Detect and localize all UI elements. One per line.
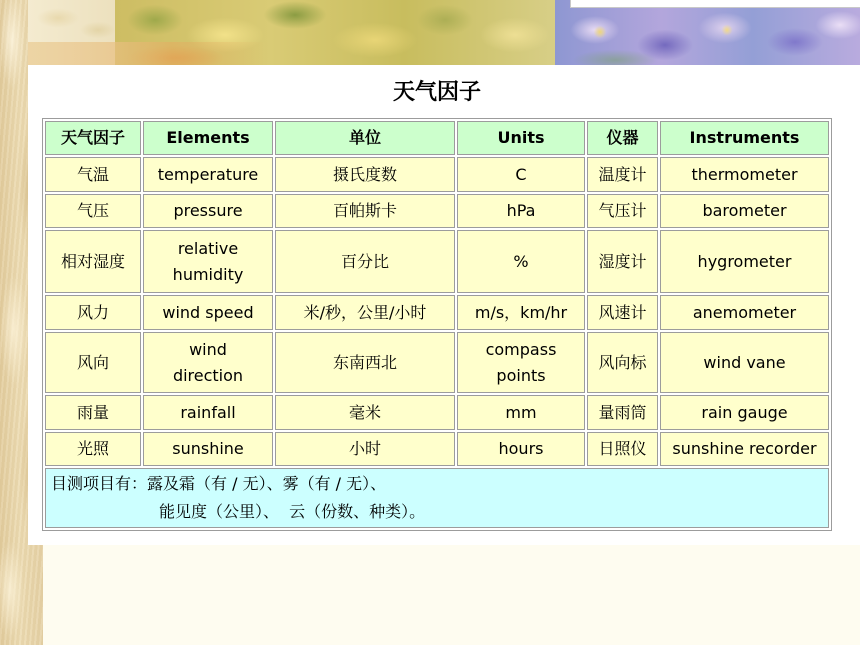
unit-cell: m/s，km/hr [457,295,585,330]
factor-cell: 气温 [45,157,141,192]
element-cell: rainfall [143,395,273,430]
header-instruments: Instruments [660,121,829,155]
table-row-pressure [45,194,829,228]
instrument-cn-cell: 气压计 [587,194,658,228]
banner-tan-band [28,42,268,65]
instrument-cn-cell: 温度计 [587,157,658,192]
unit-cell: % [457,230,585,293]
instrument-cell: barometer [660,194,829,228]
table-row-humidity [45,230,829,293]
instrument-cell: thermometer [660,157,829,192]
table-row-rainfall [45,395,829,430]
element-cell: temperature [143,157,273,192]
header-elements: Elements [143,121,273,155]
note-line-observations: 目测项目有：露及霜（有 / 无）、雾（有 / 无）、 [51,474,387,493]
factor-cell: 风力 [45,295,141,330]
table-row-wind-direction [45,332,829,393]
table-header-row [45,121,829,155]
note-cell [45,468,829,528]
header-units: Units [457,121,585,155]
instrument-cn-cell: 日照仪 [587,432,658,466]
instrument-cn-cell: 风速计 [587,295,658,330]
unit-cn-cell: 百分比 [275,230,455,293]
unit-cn-cell: 小时 [275,432,455,466]
factor-cell: 风向 [45,332,141,393]
element-cell [143,332,273,393]
instrument-cell: rain gauge [660,395,829,430]
note-line-visibility-clouds: 能见度（公里）、 云（份数、种类）。 [159,502,426,521]
factor-cell: 光照 [45,432,141,466]
unit-cn-cell: 米/秒，公里/小时 [275,295,455,330]
unit-cn-cell: 百帕斯卡 [275,194,455,228]
element-cell: sunshine [143,432,273,466]
banner-flowers-image [555,0,860,65]
factor-cell: 雨量 [45,395,141,430]
header-unit-cn: 单位 [275,121,455,155]
element-cell: wind speed [143,295,273,330]
factor-cell: 相对湿度 [45,230,141,293]
unit-cell: hours [457,432,585,466]
banner-white-bar [570,0,860,8]
instrument-cell: wind vane [660,332,829,393]
unit-cn-cell: 东南西北 [275,332,455,393]
instrument-cn-cell: 湿度计 [587,230,658,293]
header-weather-factor: 天气因子 [45,121,141,155]
element-cell: pressure [143,194,273,228]
table-note-row [45,468,829,528]
unit-text: compass points [485,339,557,385]
unit-cell: C [457,157,585,192]
header-instrument-cn: 仪器 [587,121,658,155]
table-row-temperature [45,157,829,192]
table-row-wind-speed [45,295,829,330]
element-text: relative humidity [172,238,244,284]
unit-cell [457,332,585,393]
unit-cell: hPa [457,194,585,228]
unit-cell: mm [457,395,585,430]
table-row-sunshine [45,432,829,466]
instrument-cn-cell: 风向标 [587,332,658,393]
instrument-cell: anemometer [660,295,829,330]
unit-cn-cell: 摄氏度数 [275,157,455,192]
unit-cn-cell: 毫米 [275,395,455,430]
element-text: wind direction [172,339,244,385]
instrument-cell: sunshine recorder [660,432,829,466]
instrument-cell: hygrometer [660,230,829,293]
weather-factors-table [42,118,832,531]
factor-cell: 气压 [45,194,141,228]
slide-title: 天气因子 [392,80,481,105]
element-cell [143,230,273,293]
instrument-cn-cell: 量雨筒 [587,395,658,430]
